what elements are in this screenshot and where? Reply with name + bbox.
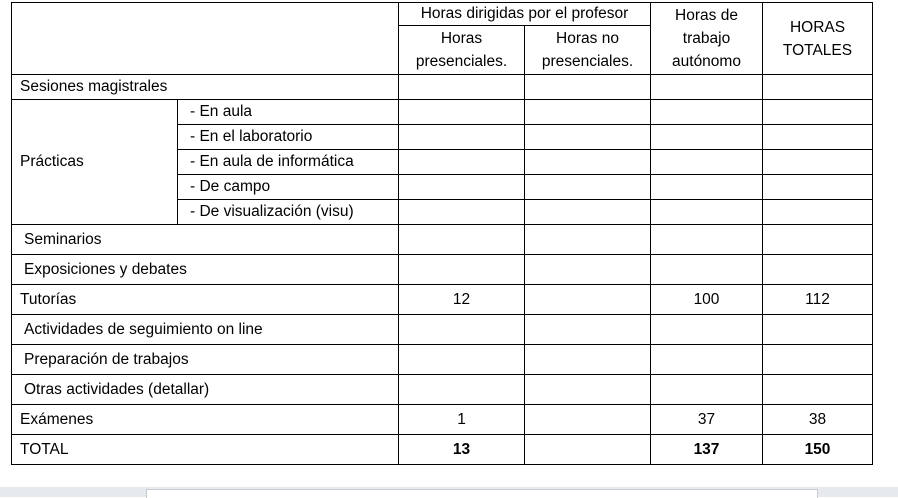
cell-no-presenciales: [525, 100, 651, 125]
cell-presenciales: 1: [399, 405, 525, 435]
cell-totales: [763, 100, 873, 125]
row-tutorias: [12, 285, 873, 315]
cell-no-presenciales: [525, 225, 651, 255]
cell-no-presenciales: [525, 255, 651, 285]
cell-autonomo: [651, 345, 763, 375]
cell-presenciales: [399, 100, 525, 125]
cell-autonomo: [651, 375, 763, 405]
cell-autonomo: [651, 150, 763, 175]
row-label: Seminarios: [12, 225, 399, 255]
cell-presenciales: [399, 225, 525, 255]
cell-no-presenciales: [525, 405, 651, 435]
header-totales: HORAS TOTALES: [763, 3, 873, 75]
sub-label-informatica: - En aula de informática: [178, 150, 399, 175]
cell-autonomo: [651, 225, 763, 255]
header-presenciales: Horas presenciales.: [399, 26, 525, 75]
cell-totales: [763, 315, 873, 345]
cell-presenciales: [399, 200, 525, 225]
row-total: [12, 435, 873, 465]
cell-presenciales: [399, 175, 525, 200]
cell-totales: [763, 255, 873, 285]
row-label: TOTAL: [12, 435, 399, 465]
cell-presenciales: 12: [399, 285, 525, 315]
window-status-bar: [0, 487, 898, 497]
row-magistrales: [12, 75, 873, 100]
cell-no-presenciales: [525, 125, 651, 150]
row-exposiciones: [12, 255, 873, 285]
cell-no-presenciales: [525, 200, 651, 225]
cell-no-presenciales: [525, 150, 651, 175]
cell-totales: [763, 375, 873, 405]
sub-label-visualizacion: - De visualización (visu): [178, 200, 399, 225]
cell-totales: [763, 75, 873, 100]
cell-autonomo: [651, 255, 763, 285]
cell-no-presenciales: [525, 375, 651, 405]
cell-totales: [763, 150, 873, 175]
row-label: Preparación de trabajos: [12, 345, 399, 375]
row-seguimiento: [12, 315, 873, 345]
cell-presenciales: 13: [399, 435, 525, 465]
row-examenes: [12, 405, 873, 435]
cell-totales: 150: [763, 435, 873, 465]
header-empty-cell: [12, 3, 399, 75]
row-label: Tutorías: [12, 285, 399, 315]
cell-totales: 112: [763, 285, 873, 315]
cell-totales: [763, 345, 873, 375]
row-label: Exámenes: [12, 405, 399, 435]
cell-presenciales: [399, 255, 525, 285]
cell-no-presenciales: [525, 345, 651, 375]
cell-totales: [763, 125, 873, 150]
cell-totales: [763, 225, 873, 255]
cell-no-presenciales: [525, 315, 651, 345]
cell-presenciales: [399, 315, 525, 345]
cell-autonomo: [651, 200, 763, 225]
row-trabajos: [12, 345, 873, 375]
sub-label-campo: - De campo: [178, 175, 399, 200]
cell-presenciales: [399, 75, 525, 100]
header-autonomo: Horas de trabajo autónomo: [651, 3, 763, 75]
row-label: Otras actividades (detallar): [12, 375, 399, 405]
cell-presenciales: [399, 125, 525, 150]
row-seminarios: [12, 225, 873, 255]
cell-no-presenciales: [525, 435, 651, 465]
cell-presenciales: [399, 345, 525, 375]
cell-autonomo: [651, 125, 763, 150]
cell-no-presenciales: [525, 285, 651, 315]
cell-no-presenciales: [525, 75, 651, 100]
header-no-presenciales: Horas no presenciales.: [525, 26, 651, 75]
row-label: Sesiones magistrales: [12, 75, 399, 100]
sub-label-aula: - En aula: [178, 100, 399, 125]
row-label: Actividades de seguimiento on line: [12, 315, 399, 345]
row-practicas-aula: [12, 100, 873, 125]
cell-autonomo: [651, 100, 763, 125]
header-group-profesor: Horas dirigidas por el profesor: [399, 3, 651, 26]
row-label: Exposiciones y debates: [12, 255, 399, 285]
row-otras: [12, 375, 873, 405]
cell-autonomo: [651, 75, 763, 100]
cell-totales: [763, 175, 873, 200]
cell-totales: [763, 200, 873, 225]
cell-autonomo: 100: [651, 285, 763, 315]
sub-label-laboratorio: - En el laboratorio: [178, 125, 399, 150]
cell-totales: 38: [763, 405, 873, 435]
cell-autonomo: 137: [651, 435, 763, 465]
cell-presenciales: [399, 150, 525, 175]
cell-no-presenciales: [525, 175, 651, 200]
cell-autonomo: [651, 315, 763, 345]
hours-table: [11, 2, 873, 465]
cell-autonomo: [651, 175, 763, 200]
row-label-practicas: Prácticas: [12, 100, 178, 225]
cell-autonomo: 37: [651, 405, 763, 435]
cell-presenciales: [399, 375, 525, 405]
